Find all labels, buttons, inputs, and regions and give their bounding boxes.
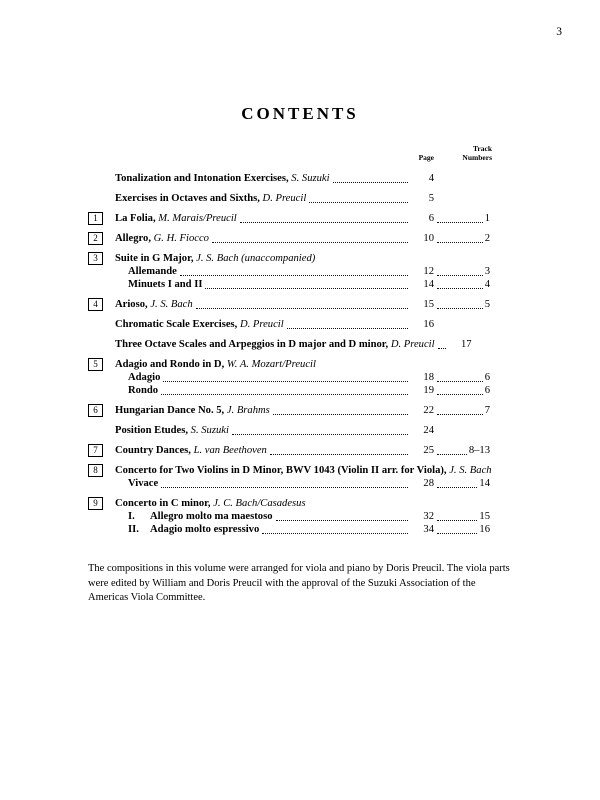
entry-row (88, 252, 492, 265)
contents-entry (88, 298, 492, 311)
contents-entry (88, 172, 492, 185)
dotted-leader (437, 288, 483, 289)
entry-page: 18 (423, 372, 434, 383)
entry-composer: G. H. Fiocco (151, 233, 209, 244)
entry-page: 14 (423, 279, 434, 290)
entry-composer: J. Brahms (224, 405, 270, 416)
entry-track: 15 (479, 511, 490, 522)
dotted-leader (262, 533, 408, 534)
piece-number-box: 9 (88, 497, 103, 510)
entry-title: Arioso, (115, 299, 148, 310)
entry-track-col (434, 212, 492, 225)
entry-composer: S. Suzuki (188, 425, 229, 436)
entry-track-col (434, 265, 492, 278)
entry-title: Tonalization and Intonation Exercises, (115, 173, 289, 184)
entry-composer: J. S. Bach (446, 465, 492, 476)
column-header-track-line1: Track (472, 144, 492, 153)
piece-number-box: 4 (88, 298, 103, 311)
contents-entry (88, 192, 492, 205)
entry-text (115, 318, 284, 331)
entry-title: Allegro, (115, 233, 151, 244)
entry-sub-row (88, 265, 492, 278)
entry-page: 34 (423, 524, 434, 535)
dotted-leader (270, 454, 408, 455)
sub-roman-numeral: II. (128, 524, 139, 535)
entry-sub-row (88, 510, 492, 523)
dotted-leader (276, 520, 409, 521)
entry-page: 4 (428, 173, 434, 184)
entry-page: 5 (428, 193, 434, 204)
entry-composer: J. C. Bach/Casadesus (210, 498, 306, 509)
entry-sub-row (88, 278, 492, 291)
entry-page: 6 (428, 213, 434, 224)
entry-row (88, 358, 492, 371)
entry-text (115, 252, 315, 265)
dotted-leader (333, 182, 408, 183)
entry-title: Suite in G Major, (115, 253, 194, 264)
sub-title: Minuets I and II (128, 279, 203, 290)
entry-track: 7 (484, 405, 490, 416)
dotted-leader (437, 308, 483, 309)
entry-track: 2 (484, 233, 490, 244)
entry-page: 15 (423, 299, 434, 310)
sub-title: Adagio molto espressivo (150, 524, 260, 535)
entry-row (88, 497, 492, 510)
entry-composer: M. Marais/Preucil (155, 213, 237, 224)
entry-title: Chromatic Scale Exercises, (115, 319, 238, 330)
entry-composer: J. S. Bach (unaccompanied) (193, 253, 316, 264)
entry-row (88, 424, 492, 437)
entry-track: 5 (484, 299, 490, 310)
entry-composer: S. Suzuki (288, 173, 330, 184)
piece-number-box: 6 (88, 404, 103, 417)
dotted-leader (273, 414, 408, 415)
entry-page: 25 (423, 445, 434, 456)
column-header-track-line2: Numbers (462, 153, 492, 162)
sub-title: Allegro molto ma maestoso (150, 511, 273, 522)
entry-page: 19 (423, 385, 434, 396)
dotted-leader (309, 202, 408, 203)
entry-track: 8–13 (468, 445, 490, 456)
entry-track-col (434, 510, 492, 523)
dotted-leader (437, 381, 483, 382)
piece-number-box: 3 (88, 252, 103, 265)
entry-page: 12 (423, 266, 434, 277)
dotted-leader (437, 414, 483, 415)
entry-row (88, 192, 492, 205)
entry-title: Position Etudes, (115, 425, 188, 436)
entry-row (88, 464, 492, 477)
dotted-leader (161, 394, 408, 395)
entry-track: 16 (479, 524, 490, 535)
piece-number-box: 2 (88, 232, 103, 245)
entry-text (115, 232, 209, 245)
entry-text (115, 464, 492, 477)
contents-entry (88, 338, 492, 351)
contents-title: CONTENTS (241, 104, 359, 123)
entry-title: Concerto in C minor, (115, 498, 211, 509)
entry-page: 22 (423, 405, 434, 416)
dotted-leader (180, 275, 408, 276)
contents-entry (88, 318, 492, 331)
sub-roman-numeral: I. (128, 511, 135, 522)
contents-entry (88, 212, 492, 225)
entry-row (88, 318, 492, 331)
contents-entry (88, 444, 492, 457)
entry-composer: D. Preucil (388, 339, 435, 350)
footer-note: The compositions in this volume were arranged for viola and piano by Doris Preucil. The viola parts were edited by William and Doris Preucil with the approval of the Suzuki Association of the Americas Viola Committee. (88, 563, 510, 604)
entry-text (115, 497, 306, 510)
entry-text (115, 358, 316, 371)
entry-text (115, 192, 306, 205)
entry-track: 3 (484, 266, 490, 277)
dotted-leader (437, 222, 483, 223)
entry-title: Exercises in Octaves and Sixths, (115, 193, 260, 204)
column-headers (88, 144, 492, 162)
entry-track-col (434, 232, 492, 245)
entry-text (115, 298, 193, 311)
sub-title: Adagio (128, 372, 161, 383)
entry-page: 32 (423, 511, 434, 522)
entry-row (88, 298, 492, 311)
entry-title: Country Dances, (115, 445, 191, 456)
dotted-leader (287, 328, 408, 329)
entry-sub-row (88, 384, 492, 397)
sub-title: Rondo (128, 385, 159, 396)
piece-number-box: 1 (88, 212, 103, 225)
sub-title: Allemande (128, 266, 177, 277)
contents-entry (88, 252, 492, 291)
entry-row (88, 172, 492, 185)
piece-number-box: 5 (88, 358, 103, 371)
dotted-leader (212, 242, 408, 243)
dotted-leader (437, 487, 477, 488)
entry-track: 14 (479, 478, 490, 489)
piece-number-box: 8 (88, 464, 103, 477)
entry-text (115, 338, 435, 351)
entry-track-col (434, 384, 492, 397)
entry-title: Concerto for Two Violins in D Minor, BWV 1043 (Violin II arr. for Viola), (115, 465, 447, 476)
entry-track-col (434, 404, 492, 417)
entry-composer: L. van Beethoven (190, 445, 267, 456)
entry-composer: W. A. Mozart/Preucil (224, 359, 316, 370)
column-header-page: Page (418, 153, 434, 162)
dotted-leader (437, 454, 467, 455)
entry-composer: D. Preucil (237, 319, 284, 330)
entry-text (115, 404, 270, 417)
contents-entry (88, 464, 492, 490)
contents-list (88, 172, 492, 536)
dotted-leader (232, 434, 408, 435)
dotted-leader (205, 288, 408, 289)
dotted-leader (437, 533, 477, 534)
dotted-leader (438, 348, 446, 349)
entry-title: Hungarian Dance No. 5, (115, 405, 225, 416)
entry-text (115, 172, 330, 185)
contents-entry (88, 232, 492, 245)
dotted-leader (437, 242, 483, 243)
entry-sub-row (88, 523, 492, 536)
entry-track-col (434, 477, 492, 490)
entry-page: 24 (423, 425, 434, 436)
dotted-leader (437, 275, 483, 276)
entry-track-col (434, 523, 492, 536)
piece-number-box: 7 (88, 444, 103, 457)
entry-title: Three Octave Scales and Arpeggios in D major and D minor, (115, 339, 389, 350)
dotted-leader (437, 394, 483, 395)
entry-track: 6 (484, 385, 490, 396)
entry-page: 16 (423, 319, 434, 330)
dotted-leader (161, 487, 408, 488)
contents-entry (88, 497, 492, 536)
entry-row (88, 232, 492, 245)
entry-track: 6 (484, 372, 490, 383)
entry-row (88, 338, 492, 351)
entry-track-col (434, 298, 492, 311)
entry-track: 4 (484, 279, 490, 290)
entry-title: La Folia, (115, 213, 156, 224)
page-number: 3 (556, 26, 562, 38)
contents-entry (88, 358, 492, 397)
entry-title: Adagio and Rondo in D, (115, 359, 225, 370)
sub-title: Vivace (128, 478, 159, 489)
contents-area (88, 144, 510, 606)
dotted-leader (240, 222, 408, 223)
dotted-leader (196, 308, 408, 309)
entry-sub-row (88, 477, 492, 490)
entry-page: 17 (460, 339, 472, 350)
entry-row (88, 404, 492, 417)
entry-text (115, 212, 237, 225)
entry-composer: D. Preucil (259, 193, 307, 204)
entry-row (88, 212, 492, 225)
column-header-track (434, 144, 492, 162)
entry-page: 10 (423, 233, 434, 244)
entry-track-col (434, 371, 492, 384)
contents-entry (88, 404, 492, 417)
entry-composer: J. S. Bach (147, 299, 193, 310)
dotted-leader (163, 381, 408, 382)
entry-track-col (434, 444, 492, 457)
entry-sub-row (88, 371, 492, 384)
entry-text (115, 424, 229, 437)
contents-entry (88, 424, 492, 437)
entry-row (88, 444, 492, 457)
entry-track: 1 (484, 213, 490, 224)
dotted-leader (437, 520, 477, 521)
entry-page: 28 (423, 478, 434, 489)
entry-track-col (434, 278, 492, 291)
entry-text (115, 444, 267, 457)
